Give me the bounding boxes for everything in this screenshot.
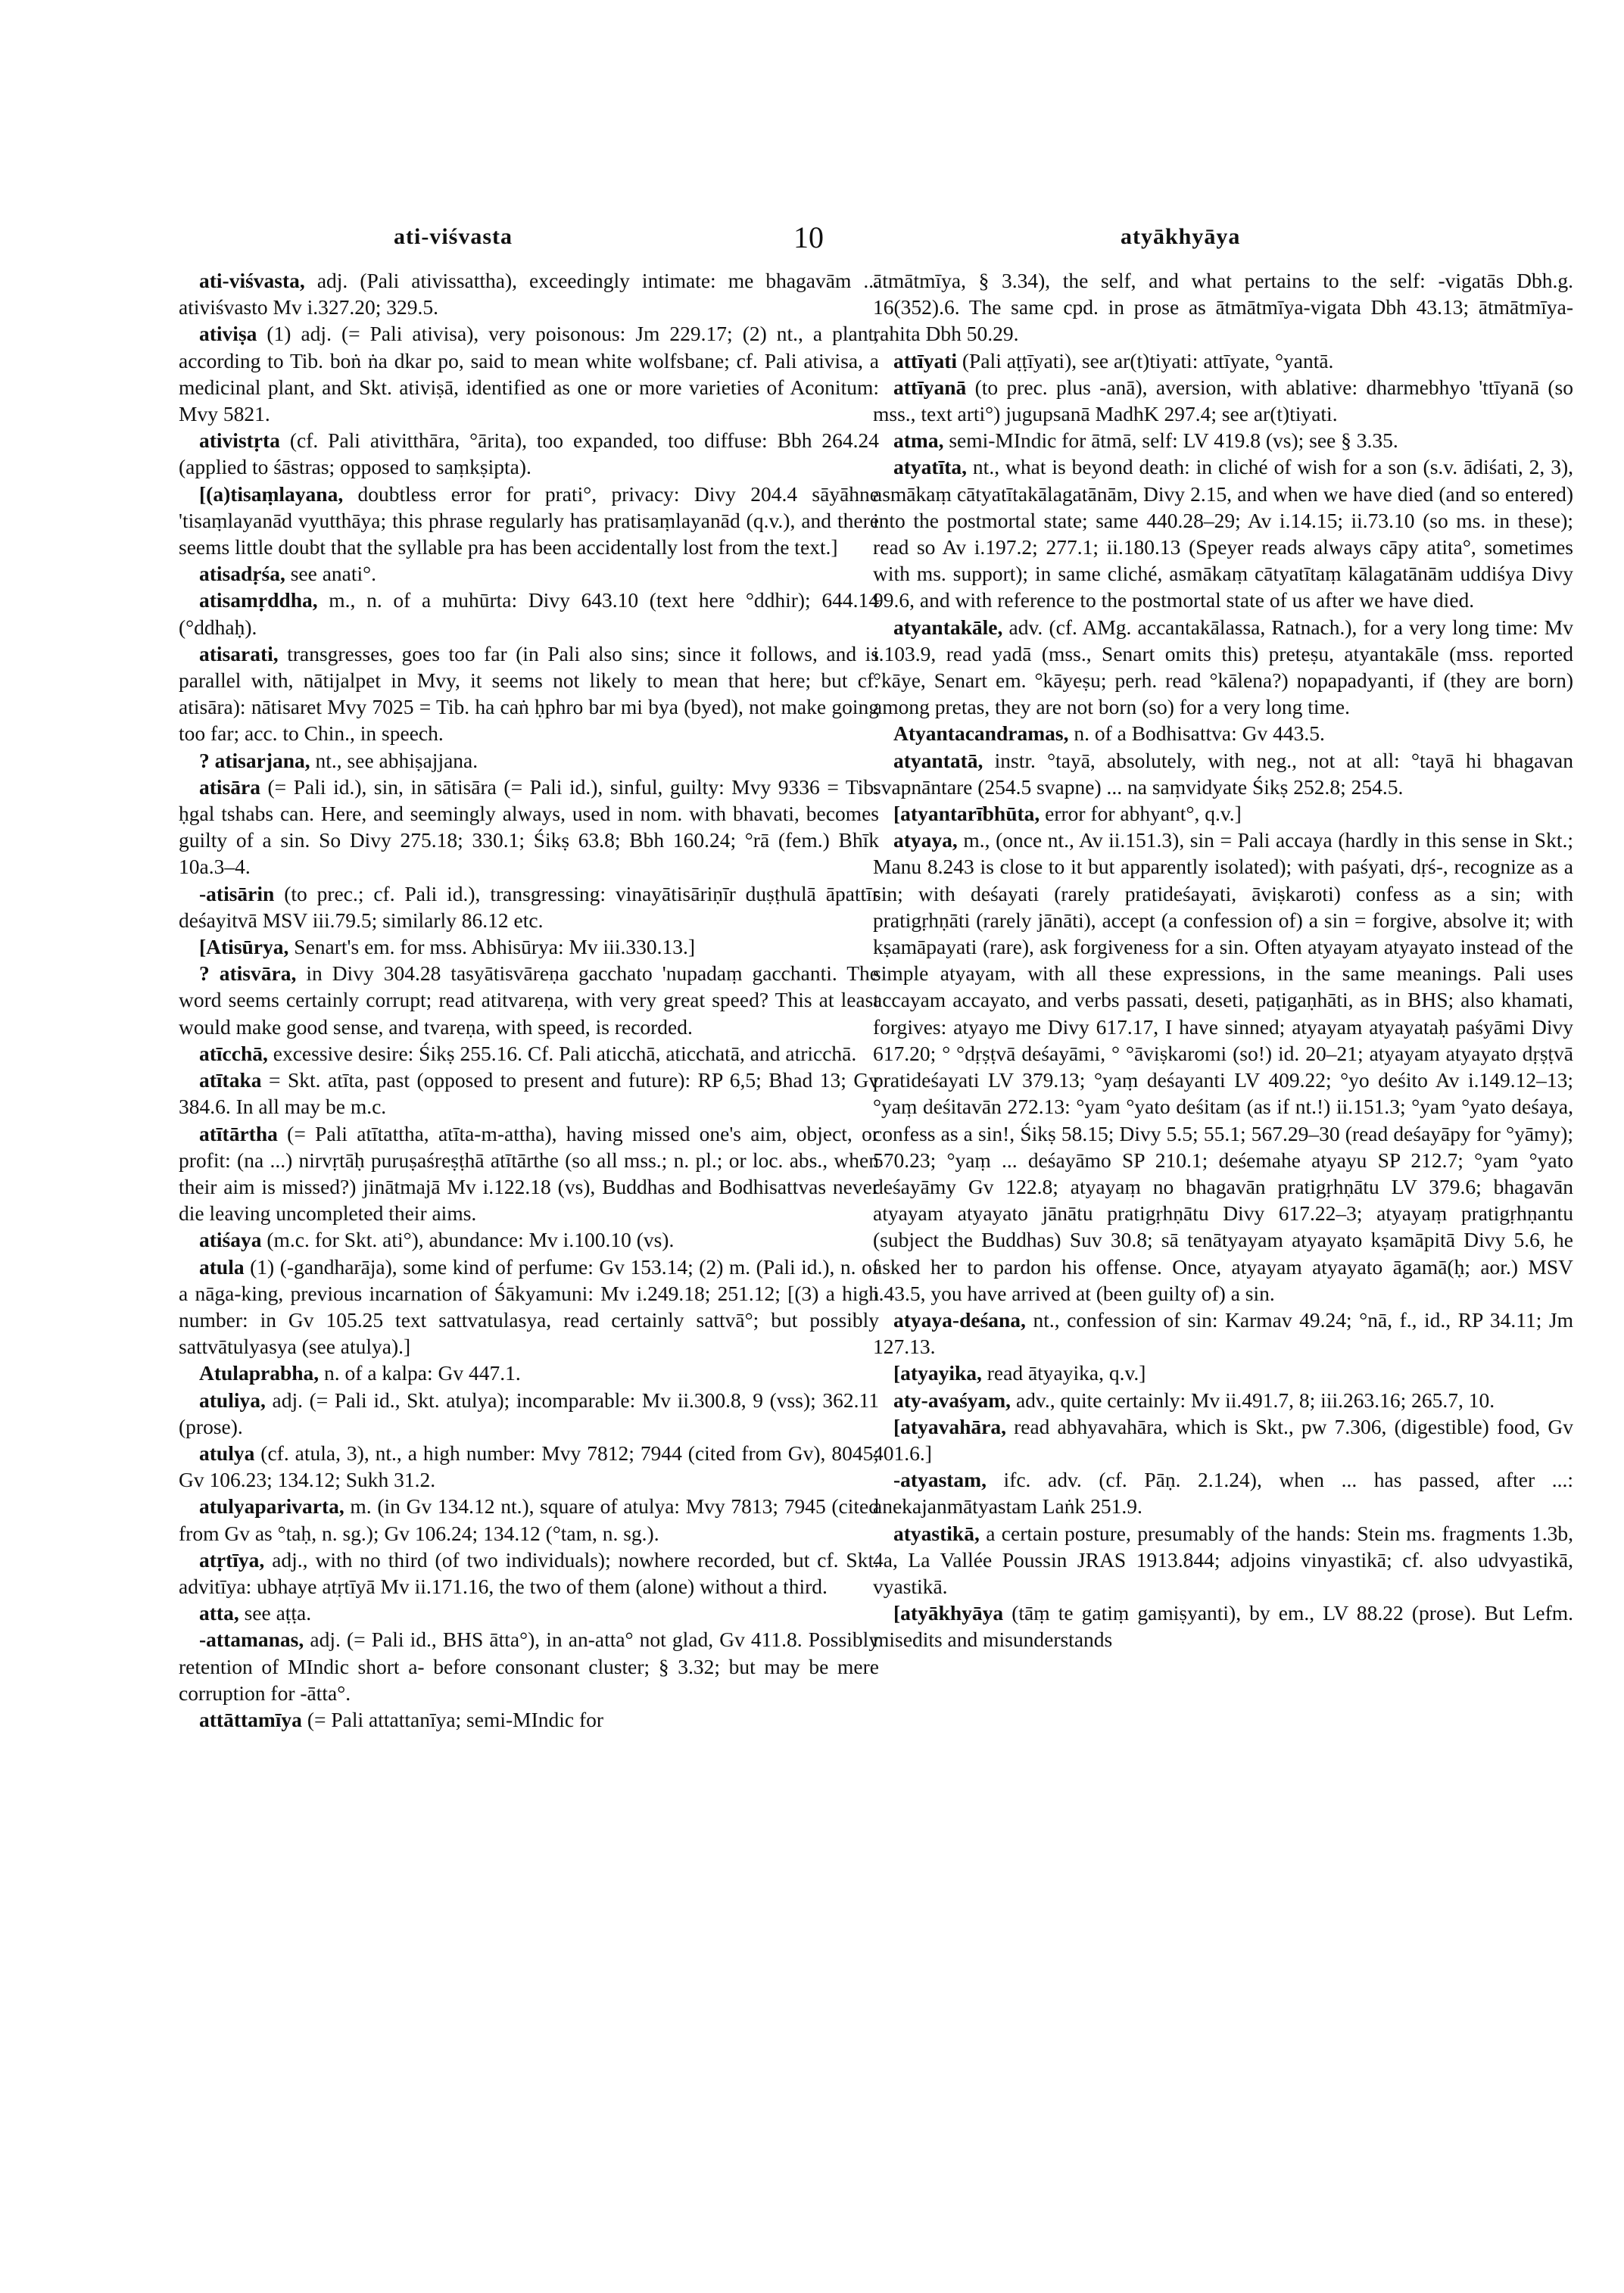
entry-headword: Atulaprabha, [199,1361,320,1385]
entry-text: (to prec. plus -anā), aversion, with ablative: dharmebhyo 'ttīyanā (so mss., text arti°) jugupsanā MadhK 297.4; see ar(t)tiyati. [873,375,1573,426]
dictionary-entry [179,1440,879,1493]
entry-text: ātmātmīya, § 3.34), the self, and what pertains to the self: -vigatās Dbh.g. 16(352).6. The same cpd. in prose as ātmātmīya-vigata Dbh 43.13; ātmātmīya-rahita Dbh 50.29. [873,269,1573,346]
entry-headword: atyastikā, [893,1521,980,1545]
entry-text: n. of a Bodhisattva: Gv 443.5. [1068,721,1325,746]
entry-headword: atta, [199,1601,239,1625]
dictionary-entry [873,747,1573,800]
right-column [873,267,1573,1653]
entry-headword: [atyantarībhūta, [893,802,1040,826]
entry-headword: atuliya, [199,1388,266,1412]
entry-text: (cf. Pali ativitthāra, °ārita), too expanded, too diffuse: Bbh 264.24 (applied to śāstras; opposed to saṃkṣipta). [179,428,879,479]
dictionary-entry [873,1413,1573,1466]
dictionary-entry [179,560,879,587]
entry-headword: -atisārin [199,881,275,905]
dictionary-entry [873,827,1573,1307]
entry-headword: [atyākhyāya [893,1601,1004,1625]
entry-text: n. of a kalpa: Gv 447.1. [319,1361,521,1385]
dictionary-entry [179,320,879,427]
entry-headword: [atyavahāra, [893,1414,1006,1438]
entry-text: see aṭṭa. [238,1601,312,1625]
entry-text: see anati°. [285,562,377,586]
entry-headword: atīcchā, [199,1041,268,1065]
dictionary-entry [179,747,879,774]
entry-headword: atyaya, [893,828,958,852]
entry-headword: [Atisūrya, [199,935,289,959]
entry-text: (= Pali atītattha, atīta-m-attha), having missed one's aim, object, or profit: (na ...) nirvṛtāḥ puruṣaśreṣṭhā atītārthe (so all mss.; n. pl.; or loc. abs., when their aim is missed?) jinātmajā Mv i.122.18 (vs), Buddhas and Bodhisattvas never die leaving uncompleted their aims. [179,1121,879,1226]
entry-text: nt., confession of sin: Karmav 49.24; °nā, f., id., RP 34.11; Jm 127.13. [873,1307,1573,1359]
dictionary-entry [179,1600,879,1626]
entry-text: transgresses, goes too far (in Pali also sins; since it follows, and is parallel with, nātijalpet in Mvy, it seems not likely to mean that here; but cf. atisāra): nātisaret Mvy 7025 = Tib. ha caṅ ḥphro bar mi bya (byed), not make going too far; acc. to Chin., in speech. [179,641,879,746]
entry-text: ifc. adv. (cf. Pāṇ. 2.1.24), when ... has passed, after ...: anekajanmātyastam Laṅk 251.9. [873,1468,1573,1519]
entry-text: m., n. of a muhūrta: Divy 643.10 (text here °ddhir); 644.14 (°ddhaḥ). [179,588,879,639]
entry-text: m. (in Gv 134.12 nt.), square of atulya: Mvy 7813; 7945 (cited from Gv as °taḥ, n. sg.); Gv 106.24; 134.12 (°tam, n. sg.). [179,1494,879,1545]
entry-text: nt., what is beyond death: in cliché of wish for a son (s.v. ādiśati, 2, 3), asmākaṃ cātyatītakālagatānām, Divy 2.15, and when we have died (and so entered) into the postmortal state; same 440.28–29; Av i.14.15; ii.73.10 (so ms. in these); read so Av i.197.2; 277.1; ii.180.13 (Speyer reads always cāpy atita°, sometimes with ms. support); in same cliché, asmākaṃ cātyatītaṃ kālagatānām uddiśya Divy 99.6, and with reference to the postmortal state of us after we have died. [873,455,1573,612]
dictionary-entry [179,1067,879,1120]
dictionary-entry [179,267,879,320]
header-left-guideword: ati-viśvasta [394,224,513,249]
entry-text: adv., quite certainly: Mv ii.491.7, 8; iii.263.16; 265.7, 10. [1011,1388,1495,1412]
dictionary-entry [179,640,879,747]
dictionary-entry [179,1120,879,1227]
dictionary-entry [873,1360,1573,1386]
dictionary-entry [179,427,879,480]
dictionary-entry [873,1387,1573,1413]
entry-headword: atyaya-deśana, [893,1307,1026,1332]
entry-headword: atulyaparivarta, [199,1494,344,1519]
left-column [179,267,879,1733]
entry-headword: atulya [199,1441,255,1465]
dictionary-entry [179,1547,879,1600]
entry-text: (= Pali id.), sin, in sātisāra (= Pali id.), sinful, guilty: Mvy 9336 = Tib. ḥgal tshabs can. Here, and seemingly always, used in nom. with bhavati, becomes guilty of a sin. So Divy 275.18; 330.1; Śikṣ 63.8; Bbh 160.24; °rā (fem.) Bhīk 10a.3–4. [179,774,879,879]
entry-text: (1) adj. (= Pali ativisa), very poisonous: Jm 229.17; (2) nt., a plant, according to Tib. boṅ ṅa dkar po, said to mean white wolfsbane; cf. Pali ativisa, a medicinal plant, and Skt. ativiṣā, identified as one or more varieties of Aconitum: Mvy 5821. [179,322,879,426]
entry-headword: atiśaya [199,1228,262,1252]
dictionary-entry [873,453,1573,613]
entry-headword: ? atisarjana, [199,748,310,772]
entry-text: (cf. atula, 3), nt., a high number: Mvy 7812; 7944 (cited from Gv), 8045; Gv 106.23; 134.12; Sukh 31.2. [179,1441,879,1492]
entry-text: adj. (Pali ativissattha), exceedingly intimate: me bhagavām ... ativiśvasto Mv i.327.20; 329.5. [179,269,879,319]
entry-headword: ativistṛta [199,428,280,453]
entry-text: = Skt. atīta, past (opposed to present and future): RP 6,5; Bhad 13; Gv 384.6. In all may be m.c. [179,1068,879,1119]
entry-headword: atītaka [199,1068,262,1092]
entry-headword: ativiṣa [199,322,257,346]
entry-text: excessive desire: Śikṣ 255.16. Cf. Pali aticchā, aticchatā, and atricchā. [267,1041,857,1065]
entry-headword: [(a)tisaṃlayana, [199,481,344,506]
dictionary-entry [873,1600,1573,1653]
entry-headword: atula [199,1254,245,1279]
entry-headword: aty-avaśyam, [893,1388,1011,1412]
dictionary-entry [873,1466,1573,1519]
dictionary-entry [179,774,879,880]
entry-headword: atisāra [199,774,260,799]
entry-text: (tāṃ te gatiṃ gamiṣyanti), by em., LV 88.22 (prose). But Lefm. misedits and misunderstands [873,1601,1573,1652]
dictionary-entry [873,1307,1573,1360]
entry-headword: atṛtīya, [199,1547,265,1572]
dictionary-entry [179,1493,879,1546]
entry-headword: attīyanā [893,375,967,399]
entry-text: nt., see abhiṣajjana. [310,748,478,772]
dictionary-entry [873,614,1573,721]
entry-headword: atisamṛddha, [199,588,318,612]
entry-text: (1) (-gandharāja), some kind of perfume: Gv 153.14; (2) m. (Pali id.), n. of a nāga-king, previous incarnation of Śākyamuni: Mv i.249.18; 251.12; [(3) a high number: in Gv 105.25 text sattvatulasya, read certainly sattvā°; but possibly sattvātulyasya (see atulya).] [179,1254,879,1359]
entry-text: (Pali aṭṭīyati), see ar(t)tiyati: attīyate, °yantā. [957,348,1334,372]
entry-headword: attāttamīya [199,1707,302,1731]
dictionary-entry [179,1360,879,1386]
entry-headword: [atyayika, [893,1361,982,1385]
entry-text: Senart's em. for mss. Abhisūrya: Mv iii.330.13.] [288,935,695,959]
entry-text: a certain posture, presumably of the hands: Stein ms. fragments 1.3b, 4a, La Vallée Poussin JRAS 1913.844; adjoins vinyastikā; cf. also udvyastikā, vyastikā. [873,1521,1573,1598]
dictionary-entry [179,1706,879,1733]
entry-headword: atyantakāle, [893,615,1003,639]
dictionary-entry [179,1040,879,1067]
dictionary-entry [873,427,1573,453]
entry-text: read ātyayika, q.v.] [981,1361,1146,1385]
dictionary-entry [873,374,1573,427]
entry-text: in Divy 304.28 tasyātisvāreṇa gacchato 'nupadaṃ gacchanti. The word seems certainly corrupt; read atitvareṇa, with very great speed? This at least would make good sense, and tvareṇa, with speed, is recorded. [179,961,879,1039]
entry-text: (to prec.; cf. Pali id.), transgressing: vinayātisāriṇīr duṣṭhulā āpattīr deśayitvā MSV iii.79.5; similarly 86.12 etc. [179,881,879,932]
entry-text: instr. °tayā, absolutely, with neg., not at all: °tayā hi bhagavan svapnāntare (254.5 svapne) ... na saṃvidyate Śikṣ 252.8; 254.5. [873,748,1573,799]
dictionary-entry [179,481,879,561]
entry-headword: atma, [893,428,944,453]
entry-text: doubtless error for prati°, privacy: Divy 204.4 sāyāhne 'tisaṃlayanād vyutthāya; this phrase regularly has pratisaṃlayanād (q.v.), and there seems little doubt that the syllable pra has been accidentally lost from the text.] [179,481,879,559]
entry-headword: atyatīta, [893,455,967,479]
dictionary-entry [179,1254,879,1360]
entry-text: (m.c. for Skt. ati°), abundance: Mv i.100.10 (vs). [261,1228,675,1252]
entry-headword: -attamanas, [199,1628,304,1652]
entry-headword: atisarati, [199,641,279,665]
dictionary-entry [179,880,879,933]
dictionary-entry [873,1520,1573,1600]
entry-text: error for abhyant°, q.v.] [1040,802,1242,826]
entry-headword: atisadṛśa, [199,562,285,586]
dictionary-entry [179,960,879,1040]
entry-headword: ati-viśvasta, [199,269,305,292]
entry-headword: atītārtha [199,1121,278,1145]
dictionary-entry [179,1387,879,1440]
entry-text: semi-MIndic for ātmā, self: LV 419.8 (vs); see § 3.35. [943,428,1398,453]
running-head [0,220,1624,265]
entry-text: read abhyavahāra, which is Skt., pw 7.306, (digestible) food, Gv 401.6.] [873,1414,1573,1465]
entry-text: adj., with no third (of two individuals); nowhere recorded, but cf. Skt. advitīya: ubhaye atṛtīyā Mv ii.171.16, the two of them (alone) without a third. [179,1547,879,1598]
dictionary-entry [179,933,879,960]
entry-headword: attīyati [893,348,958,372]
dictionary-entry [873,720,1573,746]
entry-text: (= Pali attattanīya; semi-MIndic for [301,1707,604,1731]
entry-text: m., (once nt., Av ii.151.3), sin = Pali accaya (hardly in this sense in Skt.; Manu 8.243 is close to it but apparently isolated); with paśyati, dṛś-, recognize as a sin; with deśayati (rarely pratideśayati, āviṣkaroti) confess as a sin; with pratigṛhṇāti (rarely jānāti), accept (a confession of) a sin = forgive, absolve it; with kṣamāpayati (rare), ask forgiveness for a sin. Often atyayam atyayato instead of the simple atyayam, with all these expressions, in the same meanings. Pali uses accayam accayato, and verbs passati, deseti, paṭigaṇhāti, as in BHS; also khamati, forgives: atyayo me Divy 617.17, I have sinned; atyayam atyayataḥ paśyāmi Divy 617.20; ° °dṛṣṭvā deśayāmi, ° °āviṣkaromi (so!) id. 20–21; atyayam atyayato dṛṣṭvā pratideśayati LV 379.13; °yaṃ deśayanti LV 409.22; °yo deśito Av i.149.12–13; °yaṃ deśitavān 272.13: °yam °yato deśitam (as if nt.!) ii.151.3; °yam °yato deśaya, confess as a sin!, Śikṣ 58.15; Divy 5.5; 55.1; 567.29–30 (read deśayāpy for °yāmy); 570.23; °yaṃ ... deśayāmo SP 210.1; deśemahe atyayu SP 212.7; °yam °yato deśayāmy Gv 122.8; atyayaṃ no bhagavān pratigṛhṇātu LV 379.6; bhagavān atyayam atyayato jānātu pratigṛhṇātu Divy 617.22–3; atyayaṃ pratigṛhṇantu (subject the Buddhas) Suv 30.8; sā tenātyayam atyayato kṣamāpitā Divy 5.6, he asked her to pardon his offense. Once, atyayam atyayato āgamā(ḥ; aor.) MSV i.43.5, you have arrived at (been guilty of) a sin. [873,828,1573,1305]
entry-text: adj. (= Pali id., BHS ātta°), in an-atta° not glad, Gv 411.8. Possibly retention of MIndic short a- before consonant cluster; § 3.32; but may be mere corruption for -ātta°. [179,1628,879,1705]
entry-headword: Atyantacandramas, [893,721,1069,746]
entry-headword: atyantatā, [893,748,983,772]
header-right-guideword: atyākhyāya [1121,224,1241,249]
dictionary-entry [873,267,1573,347]
dictionary-entry [873,347,1573,374]
entry-text: adv. (cf. AMg. accantakālassa, Ratnach.), for a very long time: Mv i.103.9, read yadā (mss., Senart omits this) preteṣu, atyantakāle (mss. reported °kāye, Senart em. °kāyeṣu; perh. read °kālena?) nopapadyanti, if (they are born) among pretas, they are not born (so) for a very long time. [873,615,1573,719]
page-number: 10 [793,220,824,254]
entry-text: adj. (= Pali id., Skt. atulya); incomparable: Mv ii.300.8, 9 (vss); 362.11 (prose). [179,1388,879,1438]
entry-headword: ? atisvāra, [199,961,297,986]
dictionary-entry [179,587,879,640]
dictionary-entry [873,800,1573,827]
dictionary-entry [179,1226,879,1253]
dictionary-entry [179,1626,879,1706]
entry-headword: -atyastam, [893,1468,987,1492]
